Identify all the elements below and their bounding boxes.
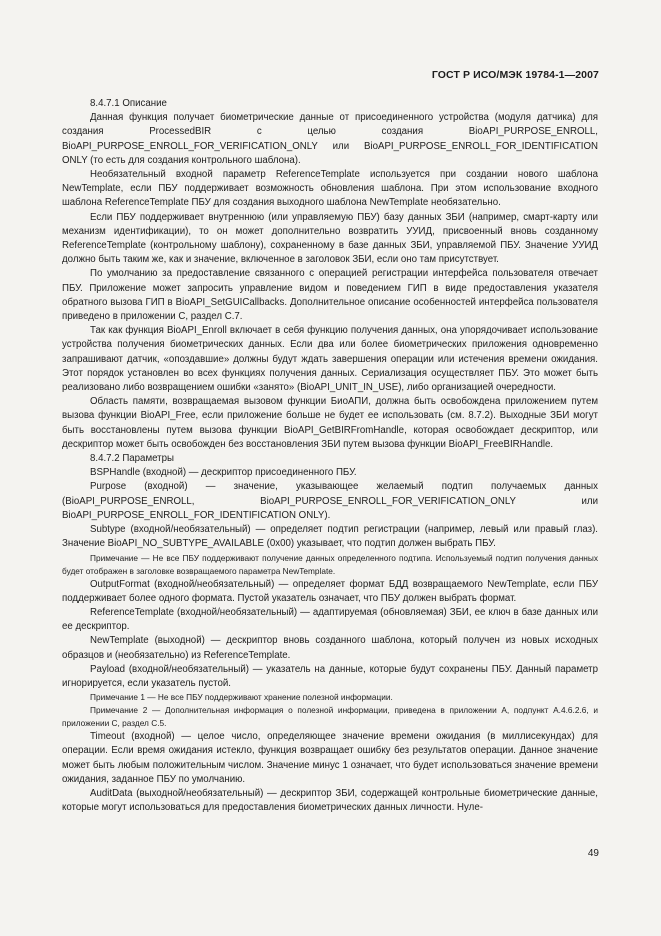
param-purpose: Purpose (входной) — значение, указывающее желаемый подтип получаемых данных (BioAPI_PURPOSE_ENROLL, BioAPI_PURPOSE_ENROLL_FOR_VERIFICATION_ONLY или BioAPI_PURPOSE_ENROLL_FOR_IDENTIFICATION ONLY). bbox=[62, 481, 598, 521]
param-newtemplate: NewTemplate (выходной) — дескриптор вновь созданного шаблона, который получен из новых исходных образцов и (необязательно) из ReferenceTemplate. bbox=[62, 635, 598, 661]
paragraph: Область памяти, возвращаемая вызовом функции БиоАПИ, должна быть освобождена приложением путем вызова функции BioAPI_Free, если приложение больше не будет ее использовать (см. 8.7.2). Выходные ЗБИ могут быть восстановлены путем вызова функции BioAPI_GetBIRFromHandle, которая освобождает дескриптор, или дескриптор может быть освобожден без восстановления ЗБИ путем вызова функции BioAPI_FreeBIRHandle. bbox=[62, 396, 598, 450]
note: Примечание 1 — Не все ПБУ поддерживают хранение полезной информации. bbox=[90, 692, 393, 703]
document-code-header: ГОСТ Р ИСО/МЭК 19784-1—2007 bbox=[431, 69, 599, 81]
paragraph: Необязательный входной параметр ReferenceTemplate используется при создании нового шаблона NewTemplate, если ПБУ поддерживает возможность обновления шаблона. При этом использование входного шаблона ReferenceTemplate ПБУ для создания выходного шаблона NewTemplate необязательно. bbox=[62, 169, 598, 209]
paragraph: Так как функция BioAPI_Enroll включает в себя функцию получения данных, она упорядочивает использование устройства получения биометрических данных. Если два или более биометрических приложения одновременно запрашивают датчик, «опоздавшие» должны будут ждать завершения операции или истечения времени ожидания. Этот порядок установлен во всех функциях получения данных. Сериализация осуществляет ПБУ. Это может быть реализовано либо возвращением ошибки «занято» (BioAPI_UNIT_IN_USE), либо организацией очередности. bbox=[62, 325, 598, 394]
document-body bbox=[62, 97, 598, 815]
section-heading: 8.4.7.2 Параметры bbox=[90, 453, 174, 465]
param-outputformat: OutputFormat (входной/необязательный) — определяет формат БДД возвращаемого NewTemplate, если ПБУ поддерживает более одного формата. Пустой указатель означает, что ПБУ должен выбрать формат. bbox=[62, 578, 598, 604]
paragraph: Данная функция получает биометрические данные от присоединенного устройства (модуля датчика) для создания ProcessedBIR с целью создания BioAPI_PURPOSE_ENROLL, BioAPI_PURPOSE_ENROLL_FOR_VERIFICATION_ONLY или BioAPI_PURPOSE_ENROLL_FOR_IDENTIFICATION ONLY (то есть для создания контрольного шаблона). bbox=[62, 112, 598, 166]
section-heading: 8.4.7.1 Описание bbox=[90, 98, 167, 109]
param-auditdata: AuditData (выходной/необязательный) — дескриптор ЗБИ, содержащей контрольные биометрические данные, которые могут использоваться для предоставления биометрических данных личности. Нуле- bbox=[62, 787, 598, 814]
note: Примечание 2 — Дополнительная информация о полезной информации, приведена в приложении А, подпункт А.4.6.2.6, и приложении С, раздел С.5. bbox=[62, 705, 598, 729]
param-payload: Payload (входной/необязательный) — указатель на данные, которые будут сохранены ПБУ. Данный параметр игнорируется, если указатель пустой. bbox=[62, 663, 598, 689]
page-number: 49 bbox=[587, 848, 599, 859]
paragraph: Если ПБУ поддерживает внутреннюю (или управляемую ПБУ) базу данных ЗБИ (например, смарт-карту или механизм идентификации), то он может дополнительно возвратить УУИД, присвоенный вновь созданному ReferenceTemplate (контрольному шаблону), сохраненному в базе данных ЗБИ, управляемой ПБУ. Значение УУИД должно быть таким же, как и значение, включенное в заголовок ЗБИ, если оно там присутствует. bbox=[62, 211, 598, 266]
paragraph: По умолчанию за предоставление связанного с операцией регистрации интерфейса пользователя отвечает ПБУ. Приложение может запросить управление видом и поведением ГИП в виде предоставления указателя обратного вызова ГИП в BioAPI_SetGUICallbacks. Дополнительное описание особенностей интерфейса пользователя приведено в приложении С, раздел С.7. bbox=[62, 268, 598, 323]
param-bsphandle: BSPHandle (входной) — дескриптор присоединенного ПБУ. bbox=[90, 467, 357, 479]
param-referencetemplate: ReferenceTemplate (входной/необязательный) — адаптируемая (обновляемая) ЗБИ, ее ключ в базе данных или ее дескриптор. bbox=[62, 606, 598, 633]
param-subtype: Subtype (входной/необязательный) — определяет подтип регистрации (например, левый или правый глаз). Значение BioAPI_NO_SUBTYPE_AVAILABLE (0x00) указывает, что подтип должен выбрать ПБУ. bbox=[62, 524, 598, 550]
param-timeout: Timeout (входной) — целое число, определяющее значение времени ожидания (в миллисекундах) для операции. Если время ожидания истекло, функция возвращает ошибку без результатов операции. Данное значение может быть любым положительным числом. Значение минус 1 означает, что будет использоваться значение времени ожидания, заданное ПБУ по умолчанию. bbox=[62, 731, 598, 785]
note: Примечание — Не все ПБУ поддерживают получение данных определенного подтипа. Используемый подтип получения данных будет отображен в заголовке возвращаемого параметра NewTemplate. bbox=[62, 552, 598, 576]
